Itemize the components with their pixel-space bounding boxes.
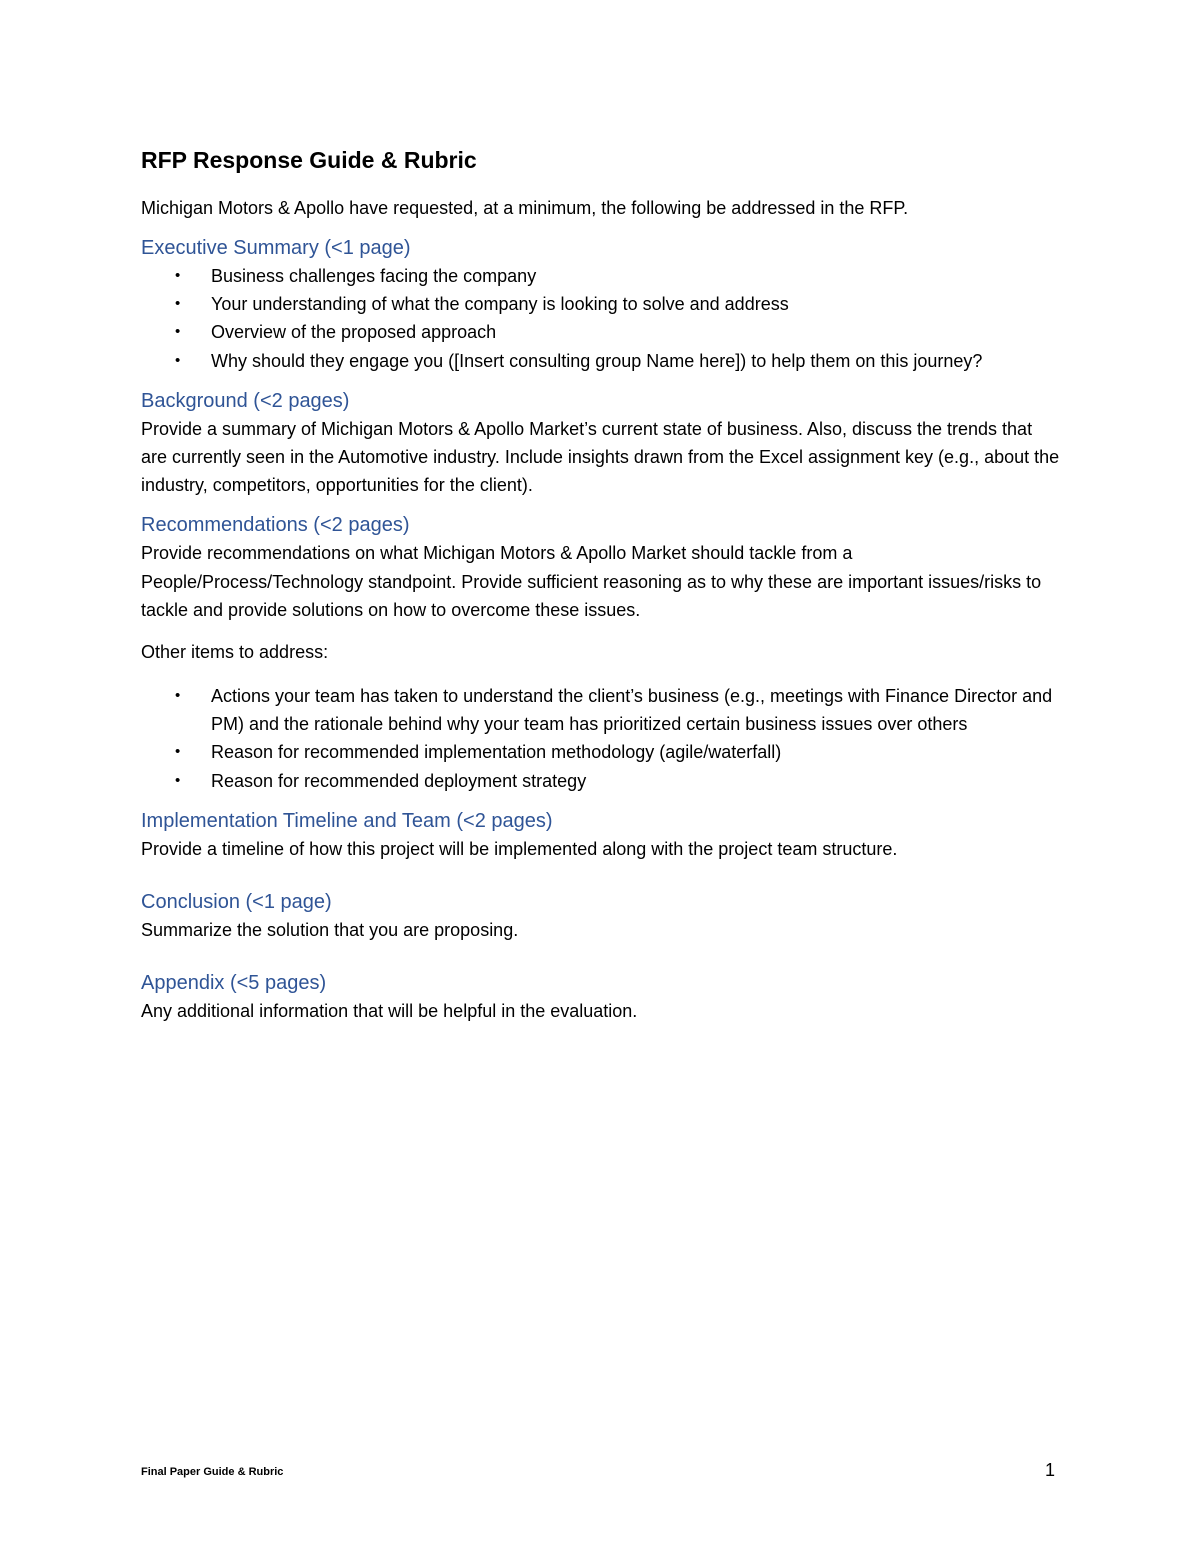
document-page [141,140,1061,1025]
list-item: • Actions your team has taken to understand the client’s business (e.g., meetings with Finance Director and PM) and the rationale behind why your team has prioritized certain business issues over others [141,682,1061,738]
section-appendix [141,969,1061,1025]
section-heading: Recommendations (<2 pages) [141,514,410,537]
other-items-label: Other items to address: [141,642,329,663]
bullet-list [141,682,1061,795]
bullet-icon: • [175,743,181,761]
section-heading: Executive Summary (<1 page) [141,237,411,259]
section-heading: Conclusion (<1 page) [141,891,332,914]
section-body: Provide recommendations on what Michigan Motors & Apollo Market should tackle from a People/Process/Technology standpoint. Provide sufficient reasoning as to why these are important issues/risks to tackle and provide solutions on how to overcome these issues. [141,543,1042,620]
footer-label: Final Paper Guide & Rubric [141,1466,284,1478]
bullet-icon: • [175,323,181,341]
bullet-icon: • [175,687,181,705]
list-item: • Your understanding of what the company is looking to solve and address [141,290,1061,318]
bullet-icon: • [175,295,181,313]
bullet-list [141,262,1061,375]
list-item: • Why should they engage you ([Insert consulting group Name here]) to help them on this journey? [141,347,1061,375]
intro-paragraph: Michigan Motors & Apollo have requested, at a minimum, the following be addressed in the RFP. [141,198,909,218]
page-number: 1 [1045,1460,1056,1480]
section-body: Any additional information that will be helpful in the evaluation. [141,1001,638,1022]
section-heading: Background (<2 pages) [141,389,350,412]
bullet-icon: • [175,351,181,369]
section-heading: Appendix (<5 pages) [141,972,327,995]
list-item: • Reason for recommended implementation methodology (agile/waterfall) [141,738,1061,766]
list-item: • Overview of the proposed approach [141,318,1061,346]
document-title: RFP Response Guide & Rubric [141,147,477,173]
section-executive-summary [141,234,1061,375]
list-item: • Business challenges facing the company [141,262,1061,290]
bullet-icon: • [175,771,181,789]
section-recommendations [141,511,1061,794]
section-body: Provide a summary of Michigan Motors & Apollo Market’s current state of business. Also, discuss the trends that are currently seen in the Automotive industry. Include insights drawn from the Excel assignment key (e.g., about the industry, competitors, opportunities for the client). [141,418,1060,496]
bullet-icon: • [175,267,181,284]
section-body: Provide a timeline of how this project will be implemented along with the project team structure. [141,838,898,859]
section-body: Summarize the solution that you are proposing. [141,920,519,941]
section-conclusion [141,888,1061,944]
section-implementation [141,807,1061,863]
list-item: • Reason for recommended deployment strategy [141,767,1061,795]
section-background [141,387,1061,500]
section-heading: Implementation Timeline and Team (<2 pages) [141,809,553,832]
